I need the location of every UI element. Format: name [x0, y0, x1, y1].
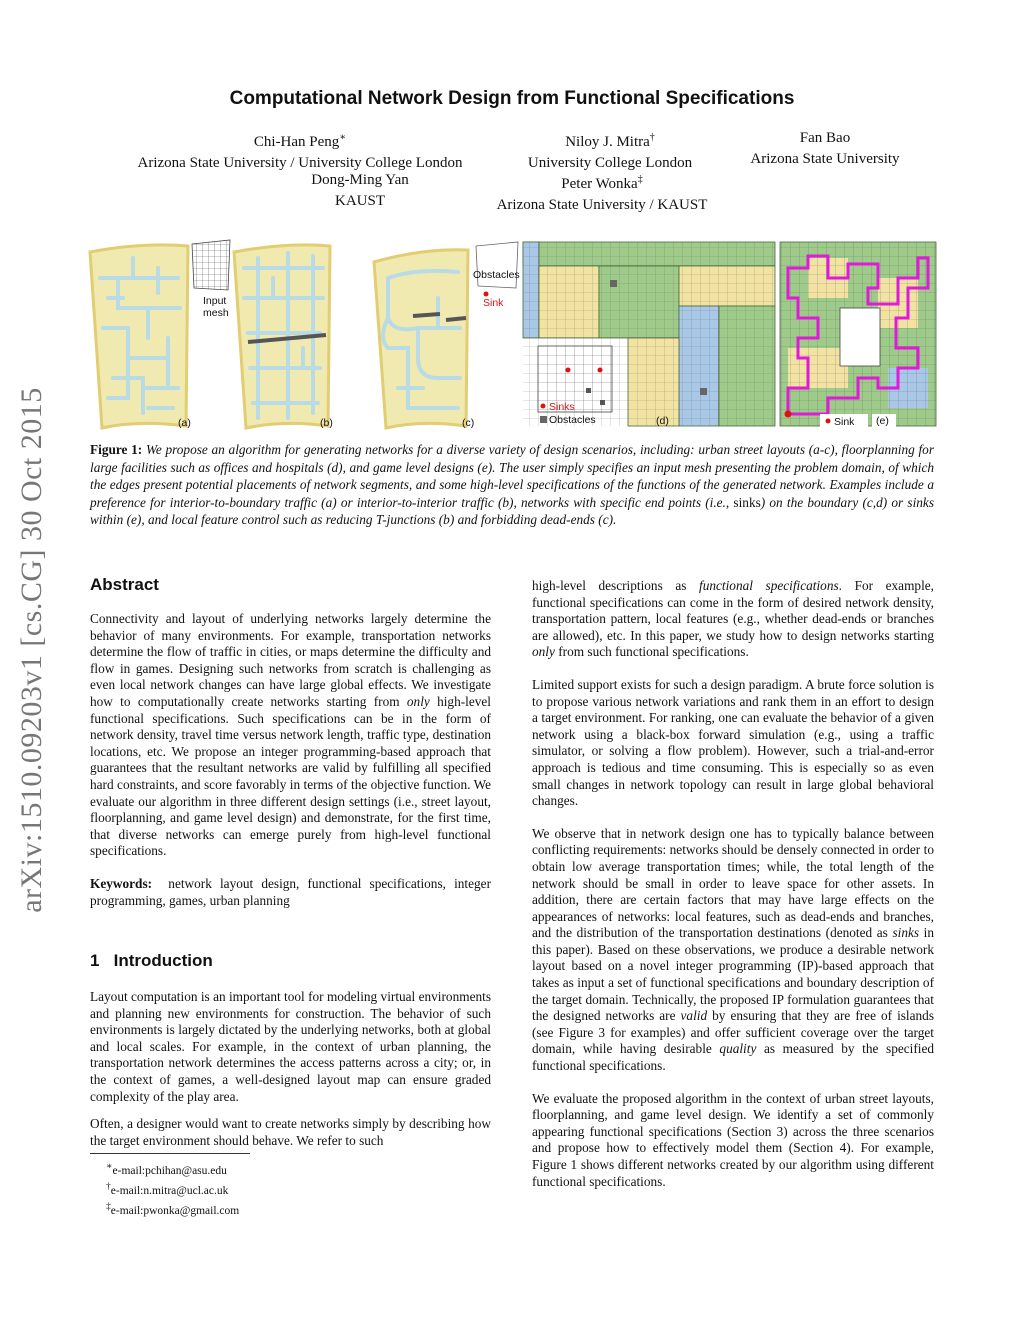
emph: functional specifications [699, 578, 839, 593]
author-affiliation: University College London [527, 154, 693, 171]
abstract-paragraph [90, 611, 491, 860]
footnote-mark: † [106, 1180, 111, 1192]
abstract-only: only [406, 693, 430, 709]
text: as measured by the specified functional specifications. [532, 1041, 935, 1074]
arxiv-sidebar [10, 355, 54, 945]
paper-title: Computational Network Design from Functional Specifications [229, 88, 795, 109]
sink-dot-c [484, 292, 489, 297]
sink-dot-d-1 [566, 368, 571, 373]
author-name: Fan Bao [799, 130, 851, 146]
text: We observe that in network design one has to typically balance between conflicting requirements: networks should be densely connected in order to obtain low average transportation times; while, the total length of the network should be small in order to leave space for other assets. In addition, there are certain factors that may have large effects on the appearances of networks: local features, such as dead-ends and branches, and the distribution of the transportation destinations (denoted as [532, 825, 934, 941]
author-affiliation: Arizona State University [750, 150, 900, 167]
right-paragraph-1 [532, 578, 934, 661]
footnotes [106, 1159, 239, 1218]
author-wonka [470, 170, 734, 215]
keywords-label: Keywords: [90, 875, 153, 891]
input-mesh [192, 240, 230, 319]
intro-heading-text: Introduction [113, 951, 213, 970]
figure-caption [90, 441, 934, 529]
intro-heading-number: 1 [90, 951, 100, 970]
author-bao [730, 128, 920, 169]
intro-heading [90, 951, 213, 971]
intro-body [90, 989, 491, 1160]
author-name: Chi-Han Peng [253, 134, 340, 150]
legend-obstacle-square [540, 416, 547, 423]
emph: only [532, 644, 555, 660]
keywords-text: network layout design, functional specifications, integer programming, games, urban planning [90, 875, 491, 908]
author-affiliation: Arizona State University / KAUST [496, 196, 708, 213]
right-column [532, 578, 934, 1201]
intro-paragraph-1: Layout computation is an important tool for modeling virtual environments and planning new environments for construction. The behavior of such environments is largely dictated by the underlying networks, both at global and local scales. For example, in the context of urban planning, the transportation network determines the access patterns across a city; or, in the context of games, a well-designed layout map can ensure graded complexity of the play area. [90, 989, 491, 1104]
obstacles-label: Obstacles [473, 269, 520, 281]
label-d: (d) [656, 415, 669, 427]
author-affiliation: KAUST [334, 192, 385, 209]
figure-panel-c [374, 250, 468, 428]
text: . For example, functional specifications can come in the form of desired network density, transportation pattern, local features (e.g., whether dead-ends or branches are allowed), etc. In this paper, we study how to design networks starting [532, 578, 934, 643]
obstacles-inset [473, 242, 520, 309]
legend-sinks: Sinks [549, 401, 575, 413]
sink-dot-e [785, 411, 792, 418]
author-name: Dong-Ming Yan [311, 172, 409, 188]
footnote-mark: ∗ [106, 1161, 113, 1172]
caption-sinks: sinks [733, 494, 761, 510]
obstacle-c-2 [446, 318, 466, 320]
figure-panel-e [780, 242, 936, 428]
legend-sink-dot [541, 404, 546, 409]
legend-obstacles: Obstacles [549, 414, 596, 426]
footnote-mark: ‡ [106, 1200, 111, 1212]
abstract-heading: Abstract [90, 575, 159, 594]
author-mitra [500, 128, 720, 173]
caption-label: Figure 1: [90, 442, 143, 457]
abstract-text-b: high-level functional specifications. Such specifications can be in the form of network density, travel time versus network length, traffic type, destination locations, etc. We propose an integer programming-based approach that guarantees that the resultant networks are valid by fulfilling all specified hard constraints, and score favorably in terms of the objective function. We evaluate our algorithm in three different design settings (i.e., street layout, floorplanning, and game level design) and demonstrate, for the first time, that diverse networks can emerge purely from high-level functional specifications. [90, 693, 492, 859]
emph: sinks [892, 925, 920, 941]
author-name: Peter Wonka [561, 176, 638, 192]
footnote-rule [90, 1153, 250, 1154]
game-level-hole [840, 308, 880, 366]
figure-panel-a [90, 245, 188, 428]
label-b: (b) [320, 417, 333, 429]
caption-text: We propose an algorithm for generating networks for a diverse variety of design scenarios, including: urban street layouts (a-c), floorplanning for large facilities such as offices and hospitals (d), and game level designs (e). The user simply specifies an input mesh presenting the problem domain, of which the edges present potential placements of network segments, and some high-level specifications of the functions of the generated network. Examples include a preference for interior-to-boundary traffic (a) or interior-to-interior traffic (b), networks with specific end points (i.e., [90, 442, 935, 510]
sink-label-e: Sink [834, 416, 855, 428]
text: by ensuring that they are free of islands (see Figure 3 for examples) and offer sufficient coverage over the target domain, while having desirable [532, 1008, 935, 1057]
figure-panel-b [234, 245, 330, 428]
obstacle-c-1 [413, 314, 440, 316]
abstract-body [90, 611, 491, 920]
author-mark: † [649, 132, 655, 143]
footnote-email: e-mail:pwonka@gmail.com [110, 1204, 240, 1217]
text: high-level descriptions as [532, 578, 687, 593]
author-mark: ∗ [339, 132, 347, 143]
input-mesh-label-1: Input [203, 295, 227, 307]
right-paragraph-2: Limited support exists for such a design paradigm. A brute force solution is to propose various network variations and rank them in an effort to design a target environment. For ranking, one can evaluate the behavior of a given network using a black-box forward simulation (e.g., using a traffic simulator, or solving a flow problem). However, such a trial-and-error approach is tedious and time consuming. This is especially so as even small changes in network topology can result in large global behavioral changes. [532, 676, 934, 809]
author-mark: ‡ [637, 174, 643, 185]
keywords-paragraph [90, 876, 491, 909]
text: from such functional specifications. [558, 644, 749, 660]
sink-dot-d-2 [598, 368, 603, 373]
figure-1 [88, 238, 938, 434]
right-paragraph-4: We evaluate the proposed algorithm in the context of urban street layouts, floorplanning, and game level design. We identify a set of commonly appearing functional specifications (Section 3) across the three scenarios and propose how to effectively model them (Section 4). For example, Figure 1 shows different networks created by our algorithm using different functional specifications. [532, 1090, 934, 1189]
right-paragraph-3 [532, 826, 934, 1075]
label-c: (c) [462, 417, 475, 429]
label-a: (a) [178, 417, 191, 429]
abstract-text-a: Connectivity and layout of underlying networks largely determine the behavior of many environments. For example, transportation networks determine the flow of traffic in cities, or maps determine the difficulty and flow in games. Designing such networks from scratch is challenging as even local network changes can have large global effects. We investigate how to computationally create networks starting from [90, 611, 491, 709]
label-e: (e) [876, 415, 889, 427]
footnote-email: e-mail:pchihan@asu.edu [112, 1164, 227, 1177]
sink-label-c: Sink [483, 297, 504, 309]
text: in this paper). Based on these observations, we produce a desirable network layout based on a novel integer programming (IP)-based approach that takes as input a set of functional specifications and boundary description of the target domain. Technically, the proposed IP formulation guarantees that the designed networks are [532, 925, 935, 1024]
author-peng [110, 128, 490, 173]
author-name: Niloy J. Mitra [565, 134, 650, 150]
arxiv-identifier: arXiv:1510.09203v1 [cs.CG] 30 Oct 2015 [15, 387, 48, 913]
figure-panel-d [523, 242, 775, 426]
emph: valid [680, 1008, 708, 1024]
intro-paragraph-2: Often, a designer would want to create networks simply by describing how the target environment should behave. We refer to such [90, 1116, 491, 1148]
emph: quality [719, 1041, 757, 1057]
author-yan [260, 170, 460, 211]
legend-sink-dot-e [826, 419, 831, 424]
caption-text-end: ) on the boundary (c,d) or sinks within (e), and local feature control such as reducing T-junctions (b) and forbidding dead-ends (c). [90, 494, 935, 528]
input-mesh-label-2: mesh [203, 307, 229, 319]
author-affiliation: Arizona State University / University College London [137, 154, 463, 171]
footnote-email: e-mail:n.mitra@ucl.ac.uk [110, 1184, 229, 1197]
